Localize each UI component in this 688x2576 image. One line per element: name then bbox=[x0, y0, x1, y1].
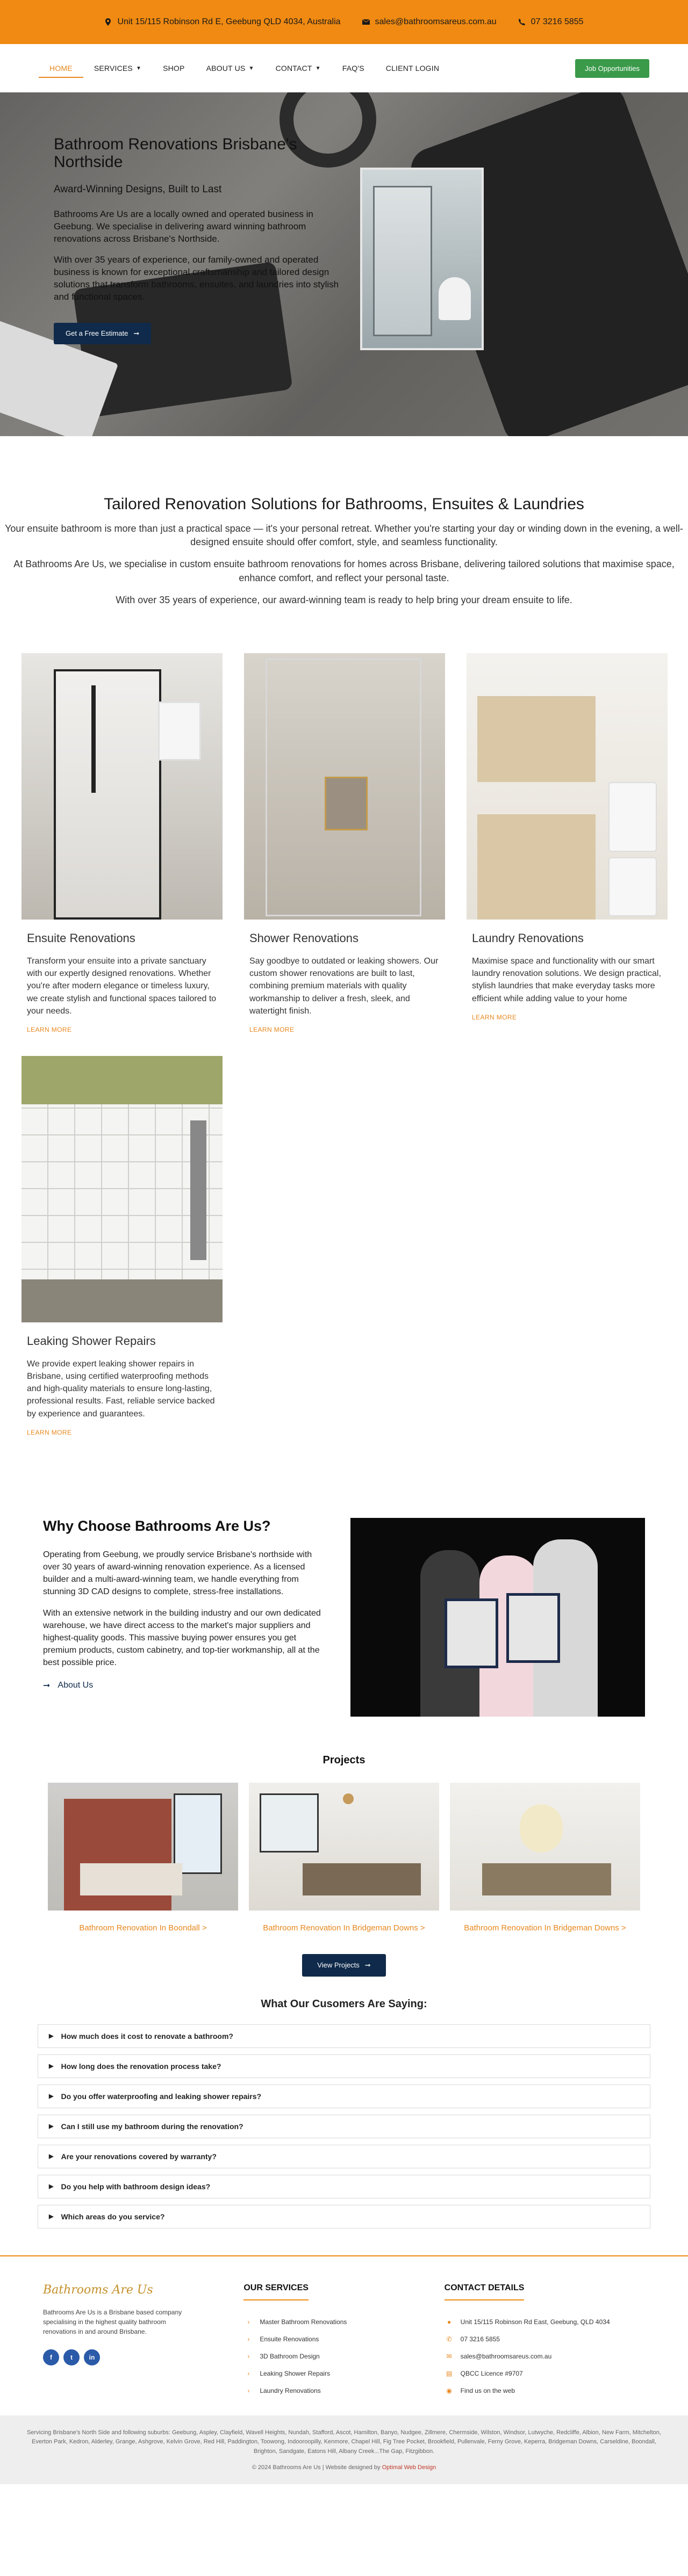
projects-title: Projects bbox=[322, 1754, 366, 1766]
footer-service-link[interactable] bbox=[243, 2331, 444, 2348]
footer-service-label: Ensuite Renovations bbox=[260, 2335, 319, 2343]
linkedin-icon[interactable]: in bbox=[84, 2349, 100, 2365]
faq-item[interactable] bbox=[38, 2145, 650, 2168]
leak-top-wall bbox=[22, 1056, 223, 1104]
ensuite-glass-screen bbox=[54, 669, 161, 920]
arrow-right-icon: ➞ bbox=[133, 329, 140, 337]
footer-logo[interactable]: Bathrooms Are Us bbox=[43, 2283, 153, 2297]
view-projects-button[interactable] bbox=[302, 1954, 385, 1977]
mail-icon bbox=[362, 18, 370, 26]
caret-right-icon: ▶ bbox=[49, 2213, 54, 2220]
laundry-lower-cabinet bbox=[477, 814, 596, 920]
twitter-icon[interactable]: t bbox=[63, 2349, 80, 2365]
caret-right-icon: ▶ bbox=[49, 2063, 54, 2070]
project-link[interactable]: Bathroom Renovation In Bridgeman Downs > bbox=[464, 1923, 626, 1933]
address-item[interactable] bbox=[104, 17, 340, 27]
project-link[interactable]: Bathroom Renovation In Boondall > bbox=[79, 1923, 207, 1933]
tailored-paragraph-1: Your ensuite bathroom is more than just a practical space — it's your personal retreat. Whether you're starting your day or winding down in the evening, a well-designed ensuite should offer comfort, style, and seamless functionality. bbox=[5, 523, 683, 548]
why-text bbox=[43, 1518, 330, 1717]
projects-section bbox=[0, 1717, 688, 1977]
why-title: Why Choose Bathrooms Are Us? bbox=[43, 1517, 271, 1534]
caret-right-icon: ▶ bbox=[49, 2183, 54, 2190]
project-link[interactable]: Bathroom Renovation In Bridgeman Downs > bbox=[263, 1923, 425, 1933]
faq-item[interactable] bbox=[38, 2054, 650, 2078]
laundry-upper-cabinet bbox=[477, 696, 596, 782]
service-description: Transform your ensuite into a private sanctuary with our expertly designed renovations. Whether you're after modern elegance or timeless luxury, we create stylish and functional spaces tailored to your needs. bbox=[27, 956, 217, 1016]
nav-item-services[interactable] bbox=[83, 59, 152, 78]
about-us-label: About Us bbox=[58, 1680, 94, 1690]
hero-photo-toilet bbox=[439, 277, 471, 320]
award-photo bbox=[350, 1518, 645, 1717]
footer-contact-web[interactable] bbox=[445, 2382, 645, 2399]
location-pin-icon bbox=[104, 18, 112, 26]
globe-icon: ◉ bbox=[446, 2386, 452, 2394]
leaking-shower-image[interactable] bbox=[22, 1056, 223, 1322]
footer-contact-label: Find us on the web bbox=[460, 2386, 515, 2394]
copyright-text: © 2024 Bathrooms Are Us | Website designed by bbox=[252, 2464, 381, 2471]
project-vanity bbox=[303, 1863, 421, 1895]
caret-right-icon: ▶ bbox=[49, 2123, 54, 2130]
phone-item[interactable] bbox=[518, 17, 584, 27]
caret-right-icon: ▶ bbox=[49, 2033, 54, 2040]
chevron-right-icon: › bbox=[247, 2352, 250, 2360]
faq-question: Do you help with bathroom design ideas? bbox=[61, 2182, 211, 2191]
footer-services-title: OUR SERVICES bbox=[243, 2283, 309, 2300]
faq-question: Which areas do you service? bbox=[61, 2212, 165, 2221]
faq-item[interactable] bbox=[38, 2115, 650, 2138]
shower-niche bbox=[325, 777, 368, 830]
hero-subtitle: Award-Winning Designs, Built to Last bbox=[54, 184, 222, 195]
footer bbox=[0, 2255, 688, 2415]
caret-right-icon: ▶ bbox=[49, 2153, 54, 2160]
faq-question: Are your renovations covered by warranty? bbox=[61, 2152, 217, 2161]
arrow-right-icon: ➞ bbox=[43, 1681, 51, 1690]
footer-blurb: Bathrooms Are Us is a Brisbane based company specialising in the highest quality bathroom renovations in and around Brisbane. bbox=[43, 2308, 182, 2335]
footer-contact-address[interactable] bbox=[445, 2313, 645, 2331]
award-certificate-2 bbox=[506, 1593, 560, 1663]
free-estimate-label: Get a Free Estimate bbox=[66, 329, 128, 338]
service-cards bbox=[0, 637, 688, 1437]
faq-question: How long does the renovation process take? bbox=[61, 2061, 221, 2071]
why-paragraph-1: Operating from Geebung, we proudly service Brisbane's northside with over 30 years of award-winning renovation experience. As a licensed builder and a multi-award-winning team, we handle everything from stunning 3D CAD designs to complete, stress-free installations. bbox=[43, 1550, 312, 1597]
hero-paragraph-1: Bathrooms Are Us are a locally owned and operated business in Geebung. We specialise in delivering award winning bathroom renovations across Brisbane's Northside. bbox=[54, 209, 313, 244]
ensuite-window bbox=[158, 701, 201, 761]
phone-icon: ✆ bbox=[446, 2335, 452, 2343]
copyright bbox=[0, 2463, 688, 2473]
facebook-icon[interactable]: f bbox=[43, 2349, 59, 2365]
project-image[interactable] bbox=[249, 1783, 439, 1911]
view-projects-label: View Projects bbox=[317, 1961, 360, 1970]
job-opportunities-button[interactable]: Job Opportunities bbox=[575, 59, 649, 78]
footer-service-label: Leaking Shower Repairs bbox=[260, 2369, 331, 2377]
learn-more-link[interactable]: LEARN MORE bbox=[249, 1025, 295, 1033]
project-pendant-light bbox=[343, 1793, 354, 1804]
top-contact-bar bbox=[0, 0, 688, 44]
tailored-paragraph-3: With over 35 years of experience, our award-winning team is ready to help bring your dream ensuite to life. bbox=[116, 594, 572, 605]
hero-title: Bathroom Renovations Brisbane's Northside bbox=[54, 135, 297, 171]
arrow-right-icon: ➞ bbox=[364, 1960, 371, 1969]
hero-paragraph-2: With over 35 years of experience, our family-owned and operated business is known for exceptional craftsmanship and tailored design solutions that transform bathrooms, ensuites, and laundries into stylish and functional spaces. bbox=[54, 254, 339, 302]
chevron-right-icon: › bbox=[247, 2369, 250, 2377]
nav-contact-label: CONTACT bbox=[275, 64, 312, 73]
service-card-leaking bbox=[22, 1056, 223, 1437]
bottom-bar bbox=[0, 2415, 688, 2484]
project-window bbox=[260, 1793, 319, 1853]
caret-right-icon: ▶ bbox=[49, 2093, 54, 2100]
email-text: sales@bathroomsareus.com.au bbox=[375, 17, 497, 26]
leak-shower-caddy bbox=[190, 1120, 206, 1260]
tailored-solutions-section bbox=[0, 436, 688, 637]
nav-item-client-login[interactable] bbox=[375, 59, 450, 78]
faq-section bbox=[0, 1977, 688, 2228]
faq-question: Can I still use my bathroom during the renovation? bbox=[61, 2122, 243, 2131]
faq-question: Do you offer waterproofing and leaking shower repairs? bbox=[61, 2092, 262, 2101]
footer-contact-label: QBCC Licence #9707 bbox=[460, 2369, 523, 2377]
chevron-right-icon: › bbox=[247, 2318, 250, 2326]
service-description: Maximise space and functionality with our smart laundry renovation solutions. We design practical, stylish laundries that make everyday tasks more efficient while adding value to your home bbox=[472, 956, 661, 1003]
footer-service-link[interactable] bbox=[243, 2382, 444, 2399]
service-title: Ensuite Renovations bbox=[27, 931, 135, 945]
faq-item[interactable] bbox=[38, 2024, 650, 2048]
nav-services-label: SERVICES bbox=[94, 64, 133, 73]
project-vanity bbox=[482, 1863, 611, 1895]
projects-row bbox=[0, 1783, 688, 1933]
hero-photo-glass bbox=[373, 186, 432, 336]
mail-icon: ✉ bbox=[446, 2352, 452, 2360]
document-icon: ▤ bbox=[446, 2369, 453, 2377]
project-card bbox=[48, 1783, 238, 1933]
project-card bbox=[249, 1783, 439, 1933]
service-suburbs: Servicing Brisbane's North Side and following suburbs: Geebung, Aspley, Clayfield, Wavell Heights, Nundah, Stafford, Ascot, Hamilton, Banyo, Nudgee, Zillmere, Chermside, Wilston, Windsor, Lutwyche, Redcliffe, Albion, New Farm, Mitchelton, Everton Park, Kedron, Alderley, Grange, Ashgrove, Kelvin Grove, Red Hill, Paddington, Toowong, Indooroopilly, Kenmore, Chapel Hill, Fig Tree Pocket, Brookfield, Pullenvale, Ferny Grove, Keperra, Bridgeman Downs, Carseldine, Boondall, Brighton, Sandgate, Eatons Hill, Albany Creek...The Gap, Fitzgibbon. bbox=[27, 2429, 661, 2455]
footer-contact bbox=[445, 2283, 645, 2399]
free-estimate-button[interactable] bbox=[54, 323, 151, 344]
footer-about bbox=[43, 2283, 243, 2399]
footer-contact-label: 07 3216 5855 bbox=[460, 2335, 500, 2343]
leak-floor bbox=[22, 1279, 223, 1322]
nav-faqs-label: FAQ'S bbox=[342, 64, 364, 73]
service-title: Laundry Renovations bbox=[472, 931, 584, 945]
service-description: We provide expert leaking shower repairs in Brisbane, using certified waterproofing methods and high-quality materials to ensure long-lasting, professional results. Fast, reliable service backed by experience and guarantees. bbox=[27, 1359, 215, 1419]
footer-services-list bbox=[243, 2313, 444, 2399]
learn-more-link[interactable]: LEARN MORE bbox=[472, 1013, 517, 1021]
laundry-dryer bbox=[608, 857, 657, 916]
service-title: Leaking Shower Repairs bbox=[27, 1334, 156, 1348]
project-image[interactable] bbox=[450, 1783, 640, 1911]
nav-home-label: HOME bbox=[49, 64, 73, 73]
project-flowers bbox=[520, 1804, 563, 1853]
why-paragraph-2: With an extensive network in the building industry and our own dedicated warehouse, we have direct access to the market's major suppliers and highest-quality goods. This massive buying power ensures you get premium products, custom cabinetry, and top-tier workmanship, all at the best possible price. bbox=[43, 1608, 321, 1668]
hero-bathroom-photo bbox=[360, 168, 484, 350]
nav-item-contact[interactable] bbox=[265, 59, 332, 78]
hero-section bbox=[0, 92, 688, 436]
learn-more-link[interactable]: LEARN MORE bbox=[27, 1025, 72, 1033]
ensuite-shower-rail bbox=[91, 685, 96, 793]
chevron-right-icon: › bbox=[247, 2335, 250, 2343]
social-links bbox=[43, 2349, 243, 2365]
nav-item-faqs[interactable] bbox=[332, 59, 375, 78]
service-card-shower bbox=[244, 653, 445, 1034]
shower-image[interactable] bbox=[244, 653, 445, 920]
nav-about-label: ABOUT US bbox=[206, 64, 246, 73]
location-pin-icon: ● bbox=[447, 2318, 452, 2326]
hero-content bbox=[54, 135, 355, 344]
tailored-paragraph-2: At Bathrooms Are Us, we specialise in custom ensuite bathroom renovations for homes across Brisbane, delivering tailored solutions that maximise space, enhance comfort, and reflect your personal taste. bbox=[13, 559, 675, 583]
footer-contact-label: Unit 15/115 Robinson Rd East, Geebung, QLD 4034 bbox=[460, 2318, 610, 2326]
nav-item-shop[interactable] bbox=[152, 59, 195, 78]
project-card bbox=[450, 1783, 640, 1933]
main-navigation bbox=[0, 44, 688, 92]
nav-client-login-label: CLIENT LOGIN bbox=[385, 64, 440, 73]
footer-service-link[interactable] bbox=[243, 2365, 444, 2382]
footer-service-link[interactable] bbox=[243, 2313, 444, 2331]
footer-contact-licence bbox=[445, 2365, 645, 2382]
service-title: Shower Renovations bbox=[249, 931, 359, 945]
chevron-down-icon: ▼ bbox=[248, 65, 254, 71]
address-text: Unit 15/115 Robinson Rd E, Geebung QLD 4034, Australia bbox=[117, 17, 341, 26]
faq-item[interactable] bbox=[38, 2085, 650, 2108]
laundry-image[interactable] bbox=[467, 653, 668, 920]
laundry-washer bbox=[608, 782, 657, 852]
ensuite-image[interactable] bbox=[22, 653, 223, 920]
nav-shop-label: SHOP bbox=[163, 64, 185, 73]
footer-contact-label: sales@bathroomsareus.com.au bbox=[460, 2352, 552, 2360]
nav-menu bbox=[39, 59, 575, 78]
service-card-ensuite bbox=[22, 653, 223, 1034]
footer-contact-phone[interactable] bbox=[445, 2331, 645, 2348]
project-vanity bbox=[80, 1863, 182, 1895]
project-window bbox=[174, 1793, 222, 1874]
nav-item-about[interactable] bbox=[196, 59, 265, 78]
why-choose-section bbox=[0, 1437, 688, 1717]
faq-item[interactable] bbox=[38, 2205, 650, 2228]
faq-title: What Our Cusomers Are Saying: bbox=[261, 1998, 427, 2010]
service-card-laundry bbox=[467, 653, 668, 1034]
phone-text: 07 3216 5855 bbox=[531, 17, 584, 26]
faq-item[interactable] bbox=[38, 2175, 650, 2198]
footer-service-label: Master Bathroom Renovations bbox=[260, 2318, 347, 2326]
tailored-title: Tailored Renovation Solutions for Bathrooms, Ensuites & Laundries bbox=[104, 495, 584, 513]
chevron-down-icon: ▼ bbox=[135, 65, 142, 71]
learn-more-link[interactable]: LEARN MORE bbox=[27, 1428, 72, 1436]
faq-question: How much does it cost to renovate a bathroom? bbox=[61, 2031, 233, 2040]
footer-contact-list bbox=[445, 2313, 645, 2399]
nav-item-home[interactable] bbox=[39, 59, 83, 78]
chevron-down-icon: ▼ bbox=[315, 65, 321, 71]
project-image[interactable] bbox=[48, 1783, 238, 1911]
footer-service-label: Laundry Renovations bbox=[260, 2386, 321, 2394]
footer-service-label: 3D Bathroom Design bbox=[260, 2352, 320, 2360]
footer-services bbox=[243, 2283, 444, 2399]
chevron-right-icon: › bbox=[247, 2386, 250, 2394]
email-item[interactable] bbox=[362, 17, 497, 27]
award-certificate-1 bbox=[445, 1598, 498, 1668]
about-us-link[interactable] bbox=[43, 1680, 93, 1691]
phone-icon bbox=[518, 18, 526, 26]
footer-contact-title: CONTACT DETAILS bbox=[445, 2283, 525, 2300]
footer-contact-email[interactable] bbox=[445, 2348, 645, 2365]
footer-service-link[interactable] bbox=[243, 2348, 444, 2365]
designer-link[interactable]: Optimal Web Design bbox=[382, 2464, 436, 2471]
service-description: Say goodbye to outdated or leaking showers. Our custom shower renovations are built to last, combining premium materials with quality workmanship to deliver a fresh, sleek, and watertight finish. bbox=[249, 956, 439, 1016]
